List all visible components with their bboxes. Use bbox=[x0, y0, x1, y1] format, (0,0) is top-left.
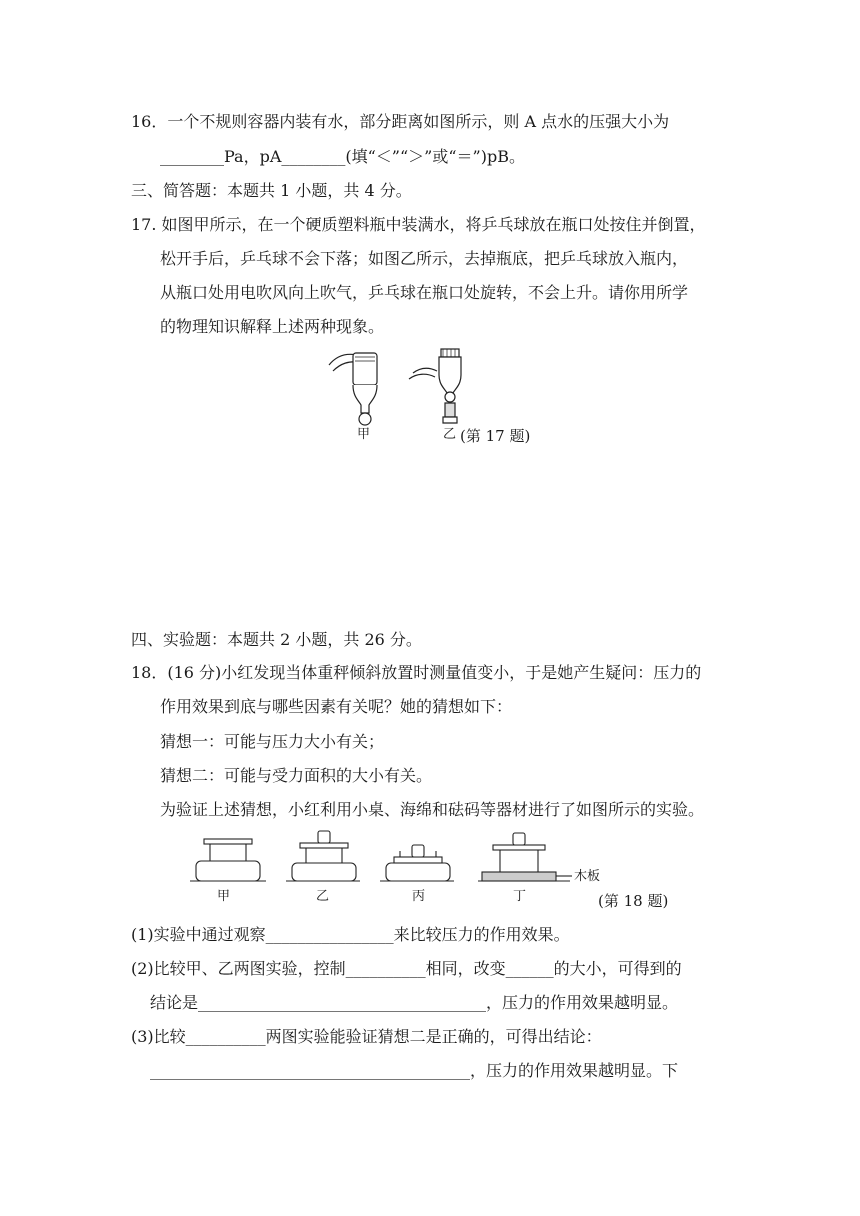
table-sponge-illustration bbox=[188, 825, 608, 887]
q16-line-1: 16．一个不规则容器内装有水，部分距离如图所示，则 A 点水的压强大小为 bbox=[131, 112, 670, 131]
q18-label-yi: 乙 bbox=[316, 889, 330, 904]
q18-caption: (第 18 题) bbox=[598, 892, 669, 910]
q18-sub-3-line-2: ________________________________________，压力的作用效果越明显。下 bbox=[150, 1061, 679, 1080]
q18-line-3: 猜想一：可能与压力大小有关； bbox=[160, 732, 385, 751]
q18-line-1: 18．(16 分)小红发现当体重秤倾斜放置时测量值变小，于是她产生疑问：压力的 bbox=[131, 663, 702, 682]
q18-sub-2-line-2: 结论是____________________________________，压力的作用效果越明显。 bbox=[150, 993, 679, 1012]
q17-line-3: 从瓶口处用电吹风向上吹气，乒乓球在瓶口处旋转，不会上升。请你用所学 bbox=[160, 283, 689, 302]
q18-label-jia: 甲 bbox=[217, 889, 231, 904]
q16-line-2: ________Pa，pA________(填“＜”“＞”或“＝”)pB。 bbox=[160, 147, 525, 166]
q18-line-4: 猜想二：可能与受力面积的大小有关。 bbox=[160, 766, 433, 785]
q17-line-2: 松开手后，乒乓球不会下落；如图乙所示，去掉瓶底，把乒乓球放入瓶内， bbox=[160, 249, 689, 268]
q18-line-2: 作用效果到底与哪些因素有关呢？她的猜想如下： bbox=[160, 697, 513, 716]
q17-line-4: 的物理知识解释上述两种现象。 bbox=[160, 317, 385, 336]
q18-figure bbox=[188, 825, 608, 887]
q18-sub-3-line-1: (3)比较__________两图实验能验证猜想二是正确的，可得出结论： bbox=[131, 1027, 602, 1046]
q18-label-ding: 丁 bbox=[513, 889, 527, 904]
q18-sub-2-line-1: (2)比较甲、乙两图实验，控制__________相同，改变______的大小，可得到的 bbox=[131, 959, 682, 978]
q17-label-jia: 甲 bbox=[357, 427, 371, 442]
q18-board-label: 木板 bbox=[574, 869, 601, 884]
q18-line-5: 为验证上述猜想，小红利用小桌、海绵和砝码等器材进行了如图所示的实验。 bbox=[160, 800, 705, 819]
section-3-heading: 三、简答题：本题共 1 小题，共 4 分。 bbox=[131, 181, 412, 200]
q18-label-bing: 丙 bbox=[412, 889, 426, 904]
q17-line-1: 17. 如图甲所示，在一个硬质塑料瓶中装满水，将乒乓球放在瓶口处按住并倒置， bbox=[131, 215, 706, 234]
section-4-heading: 四、实验题：本题共 2 小题，共 26 分。 bbox=[131, 630, 422, 649]
q18-sub-1: (1)实验中通过观察________________来比较压力的作用效果。 bbox=[131, 925, 570, 944]
q17-label-yi: 乙 bbox=[443, 427, 457, 442]
q17-caption: (第 17 题) bbox=[460, 427, 531, 445]
